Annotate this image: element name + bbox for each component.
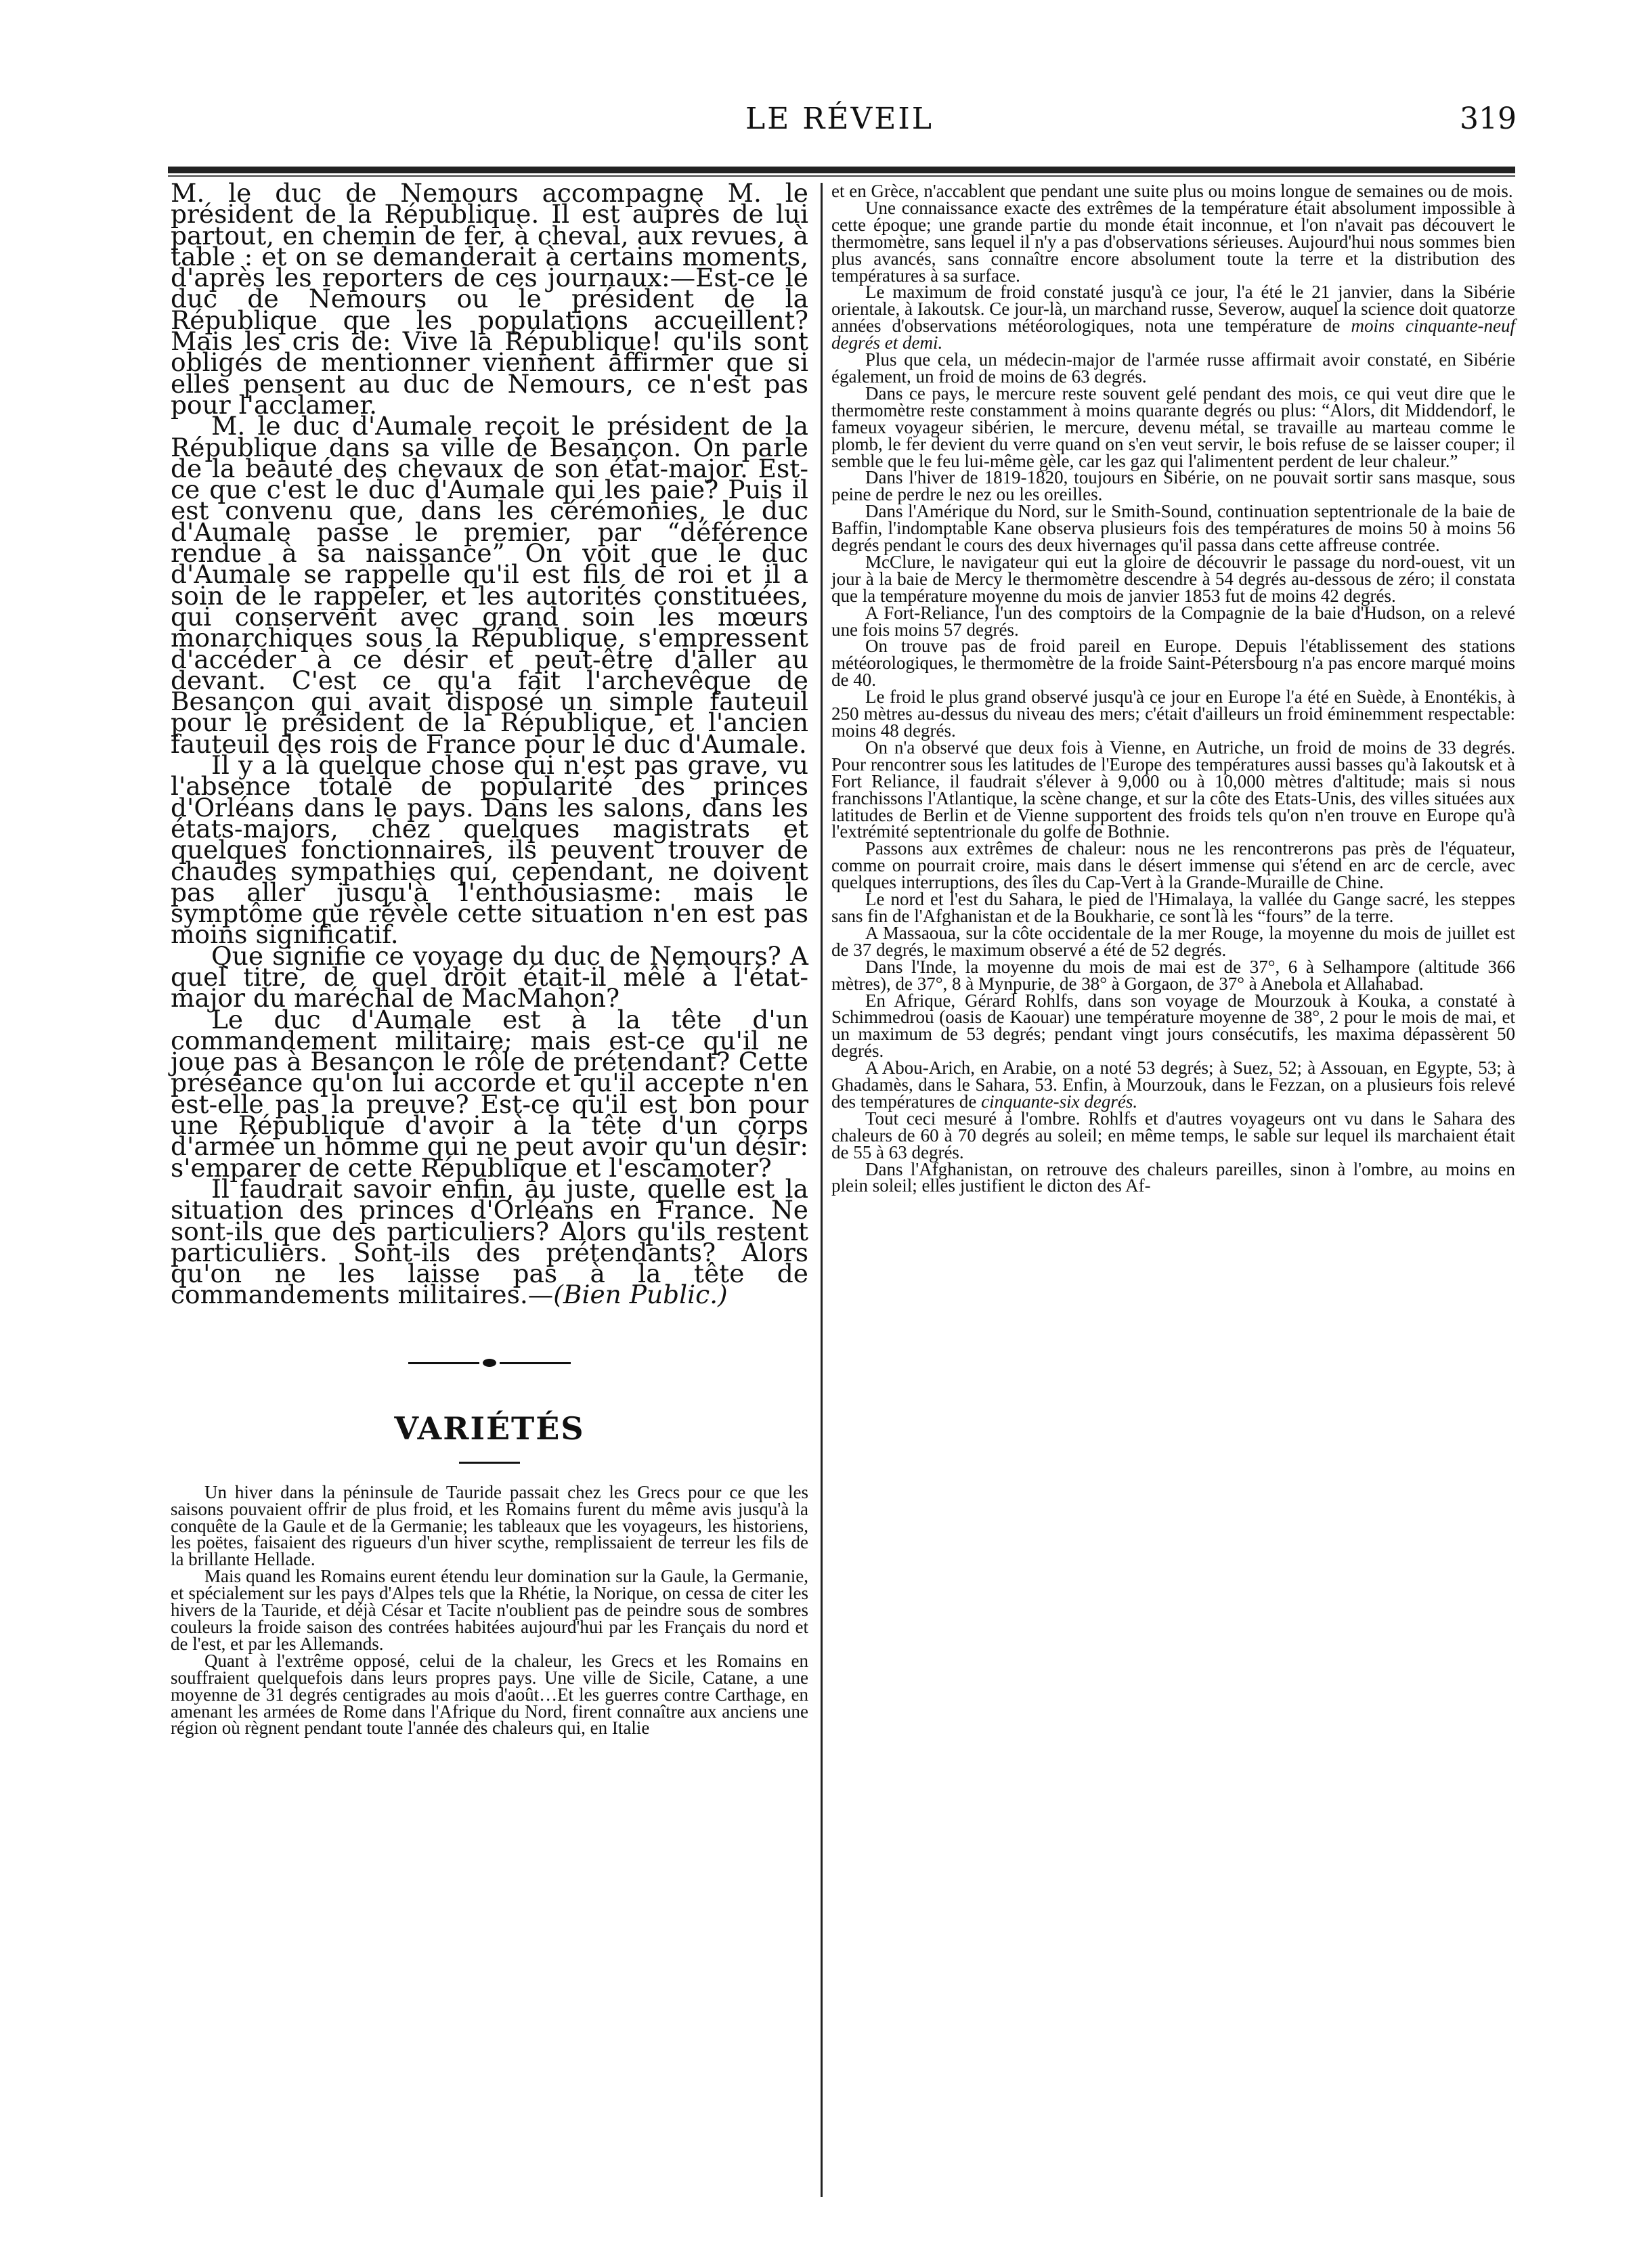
left-column (171, 178, 808, 1739)
article-body (171, 178, 808, 1310)
source-credit: (Bien Public.) (553, 1280, 728, 1310)
paragraph (831, 284, 1515, 351)
paragraph: M. le duc de Nemours accompagne M. le président de la République. Il est auprès de lui partout, en chemin de fer, à cheval, aux revues, à table : et on se demanderait à certains moments, d'après les reporters de ces journaux:—Est-ce le duc de Nemours ou le président de la République que les populations accueillent? Mais les cris de: Vive la République! qu'ils sont obligés de mentionner viennent affirmer que si elles pensent au duc de Nemours, ce n'est pas pour l'acclamer. (171, 178, 808, 420)
paragraph: Que signifie ce voyage du duc de Nemours? A quel titre, de quel droit était-il mêlé à l'état-major du maréchal de MacMahon? (171, 940, 808, 1013)
paragraph: Plus que cela, un médecin-major de l'armée russe affirmait avoir constaté, en Sibérie également, un froid de moins de 63 degrés. (831, 349, 1515, 387)
paragraph: Dans l'hiver de 1819-1820, toujours en Sibérie, on ne pouvait sortir sans masque, sous peine de perdre le nez ou les oreilles. (831, 467, 1515, 505)
page-number: 319 (1460, 102, 1517, 136)
paragraph: et en Grèce, n'accablent que pendant une suite plus ou moins longue de semaines ou de mois. (831, 181, 1513, 201)
paragraph: M. le duc d'Aumale reçoit le président de la République dans sa ville de Besançon. On parle de la beauté des chevaux de son état-major. Est-ce que c'est le duc d'Aumale qui les paie? Puis il est convenu que, dans les cérémonies, le duc d'Aumale passe le premier, par “déférence rendue à sa naissance” On voit que le duc d'Aumale se rappelle qu'il est fils de roi et il a soin de le rappeler, et les autorités constituées, qui conservent avec grand soin les mœurs monarchiques sous la République, s'empressent d'accéder à ce désir et peut-être d'aller au devant. C'est ce qu'a fait l'archevêque de Besançon qui avait disposé un simple fauteuil pour le président de la République, et l'ancien fauteuil des rois de France pour le duc d'Aumale. (171, 411, 808, 759)
paragraph (831, 1057, 1515, 1112)
paragraph: Dans l'Amérique du Nord, sur le Smith-Sound, continuation septentrionale de la baie de Baffin, l'indomptable Kane observa plusieurs fois des températures de moins 50 à moins 56 degrés pendant le cours des deux hivernages qu'il passa dans cette affreuse contrée. (831, 501, 1515, 556)
paragraph: McClure, le navigateur qui eut la gloire de découvrir le passage du nord-ouest, vit un jour à la baie de Mercy le thermomètre descendre à 54 degrés au-dessous de zéro; il constata que la température moyenne du mois de janvier 1853 fut de moins 42 degrés. (831, 551, 1515, 606)
section-rule (459, 1462, 520, 1464)
paragraph: Dans l'Afghanistan, on retrouve des chaleurs pareilles, sinon à l'ombre, au moins en plein soleil; elles justifient le dicton des Af- (831, 1158, 1515, 1196)
paragraph: A Massaoua, sur la côte occidentale de la mer Rouge, la moyenne du mois de juillet est de 37 degrés, le maximum observé a été de 52 degrés. (831, 922, 1515, 960)
emphasis: cinquante-six degrés. (981, 1091, 1138, 1112)
ornament-line (408, 1362, 479, 1364)
paragraph: Il y a là quelque chose qui n'est pas grave, vu l'absence totale de popularité des princes d'Orléans dans le pays. Dans les salons, dans les états-majors, chez quelques magistrats et quelques fonctionnaires, ils peuvent trouver de chaudes sympathies qui, cependant, ne doivent pas aller jusqu'à l'enthousiasme: mais le symptôme que révèle cette situation n'en est pas moins significatif. (171, 750, 808, 950)
paragraph: Le nord et l'est du Sahara, le pied de l'Himalaya, la vallée du Gange sacré, les steppes sans fin de l'Afghanistan et de la Boukharie, ce sont là les “fours” de la terre. (831, 889, 1515, 926)
right-column (831, 183, 1515, 1194)
paragraph: Dans l'Inde, la moyenne du mois de mai est de 37°, 6 à Selhampore (altitude 366 mètres), de 37°, 8 à Mynpurie, de 38° à Gorgaon, de 37° à Anebola et Allahabad. (831, 956, 1515, 994)
paragraph: Le duc d'Aumale est à la tête d'un commandement militaire; mais est-ce qu'il ne joue pas à Besançon le rôle de prétendant? Cette préséance qu'on lui accorde et qu'il accepte n'en est-elle pas la preuve? Est-ce qu'il est bon pour une République d'avoir à la tête d'un corps d'armée un homme qui ne peut avoir qu'un désir: s'emparer de cette République et l'escamoter? (171, 1004, 808, 1183)
paragraph-text: Le maximum de froid constaté jusqu'à ce jour, l'a été le 21 janvier, dans la Sibérie orientale, à Iakoutsk. Ce jour-là, un marchand russe, Severow, auquel la science doit quatorze années d'observations météorologiques, nota une température de (831, 282, 1515, 336)
paragraph-text: Il faudrait savoir enfin, au juste, quelle est la situation des princes d'Orléans en France. Ne sont-ils que des particuliers? Alors qu'ils restent particuliers. Sont-ils des prétendants? Alors qu'on ne les laisse pas à la tête de commandements militaires.— (171, 1173, 808, 1310)
paragraph: En Afrique, Gérard Rohlfs, dans son voyage de Mourzouk à Kouka, a constaté à Schimmedrou (oasis de Kaouar) une température moyenne de 38°, 2 pour le mois de mai, et un maximum de 53 degrés; pendant vingt jours consécutifs, les maxima dépassèrent 50 degrés. (831, 990, 1515, 1062)
paragraph: Le froid le plus grand observé jusqu'à ce jour en Europe l'a été en Suède, à Enontékis, à 250 mètres au-dessus du niveau des mers; c'était d'ailleurs un froid éminemment respectable: moins 48 degrés. (831, 686, 1515, 741)
top-rule (168, 167, 1515, 173)
paragraph: Passons aux extrêmes de chaleur: nous ne les rencontrerons pas près de l'équateur, comme on pourrait croire, mais dans le désert immense qui s'étend en arc de cercle, avec quelques interruptions, des îles du Cap-Vert à la Grande-Muraille de Chine. (831, 838, 1515, 893)
ornament-center (483, 1359, 496, 1367)
ornament-divider (408, 1355, 571, 1371)
paragraph: Tout ceci mesuré à l'ombre. Rohlfs et d'autres voyageurs ont vu dans le Sahara des chaleurs de 60 à 70 degrés au soleil; en même temps, le sable sur lequel ils marchaient était de 55 à 63 degrés. (831, 1108, 1515, 1162)
page-header (162, 102, 1517, 149)
paragraph: Dans ce pays, le mercure reste souvent gelé pendant des mois, ce qui veut dire que le thermomètre reste constamment à moins quarante degrés ou plus: “Alors, dit Middendorf, le fameux voyageur sibérien, le mercure, devenu métal, se travaille au marteau comme le plomb, le fer devient du verre quand on s'en veut servir, le bois refuse de se laisser couper; il semble que le feu lui-même gèle, car les gaz qui l'alimentent perdent de leur chaleur.” (831, 383, 1515, 471)
emphasis: moins cinquante-neuf degrés et demi. (831, 315, 1515, 353)
column-divider (821, 183, 823, 2197)
paragraph: On trouve pas de froid pareil en Europe. Depuis l'établissement des stations météorologiques, le thermomètre de la froide Saint-Pétersbourg n'a pas encore marqué moins de 40. (831, 636, 1515, 691)
varietes-body (171, 1481, 808, 1739)
paragraph: Un hiver dans la péninsule de Tauride passait chez les Grecs pour ce que les saisons pouvaient offrir de plus froid, et les Romains furent du même avis jusqu'à la conquête de la Gaule et de la Germanie; les tableaux que les voyageurs, les historiens, les poëtes, faisaient des rigueurs d'un hiver scythe, remplissaient de terreur les fils de la brillante Hellade. (171, 1481, 808, 1570)
paragraph: Quant à l'extrême opposé, celui de la chaleur, les Grecs et les Romains en souffraient quelquefois dans leurs propres pays. Une ville de Sicile, Catane, a une moyenne de 31 degrés centigrades au mois d'août…Et les guerres contre Carthage, en amenant les armées de Rome dans l'Afrique du Nord, firent connaître aux anciens une région où règnent pendant toute l'année des chaleurs qui, en Italie (171, 1650, 808, 1739)
paragraph-text: A Abou-Arich, en Arabie, on a noté 53 degrés; à Suez, 52; à Assouan, en Egypte, 53; à Ghadamès, dans le Sahara, 53. Enfin, à Mourzouk, dans le Fezzan, on a plusieurs fois relevé des températures de (831, 1057, 1515, 1112)
section-title: VARIÉTÉS (394, 1410, 585, 1447)
paragraph: Mais quand les Romains eurent étendu leur domination sur la Gaule, la Germanie, et spécialement sur les pays d'Alpes tels que la Rhétie, la Norique, on cessa de citer les hivers de la Tauride, et déjà César et Tacite n'oublient pas de peindre sous de sombres couleurs la froide saison des contrées habitées aujourd'hui par les Français du nord et de l'est, et par les Allemands. (171, 1566, 808, 1654)
paragraph: A Fort-Reliance, l'un des comptoirs de la Compagnie de la baie d'Hudson, on a relevé une fois moins 57 degrés. (831, 602, 1515, 640)
paragraph: On n'a observé que deux fois à Vienne, en Autriche, un froid de moins de 33 degrés. Pour rencontrer sous les latitudes de l'Europe des températures aussi basses qu'à Iakoutsk et à Fort Reliance, il faudrait s'élever à 9,000 ou à 10,000 mètres d'altitude; mais si nous franchissons l'Atlantique, la scène change, et sur la côte des Etats-Unis, des villes situées aux latitudes de Berlin et de Vienne supportent des froids tels qu'on n'en trouve en Europe qu'à l'extrémité septentrionale du golfe de Bothnie. (831, 737, 1515, 842)
ornament-line (500, 1362, 571, 1364)
running-title: LE RÉVEIL (745, 102, 934, 136)
top-rule-thin (168, 175, 1515, 177)
paragraph-last (171, 1173, 808, 1310)
paragraph: Une connaissance exacte des extrêmes de la température était absolument impossible à cette époque; une grande partie du monde était inconnue, et l'on n'avait pas découvert le thermomètre, sans lequel il n'y a pas d'observations sérieuses. Aujourd'hui nous sommes bien plus avancés, sans connaître encore absolument toute la terre et la distribution des températures à sa surface. (831, 197, 1515, 286)
